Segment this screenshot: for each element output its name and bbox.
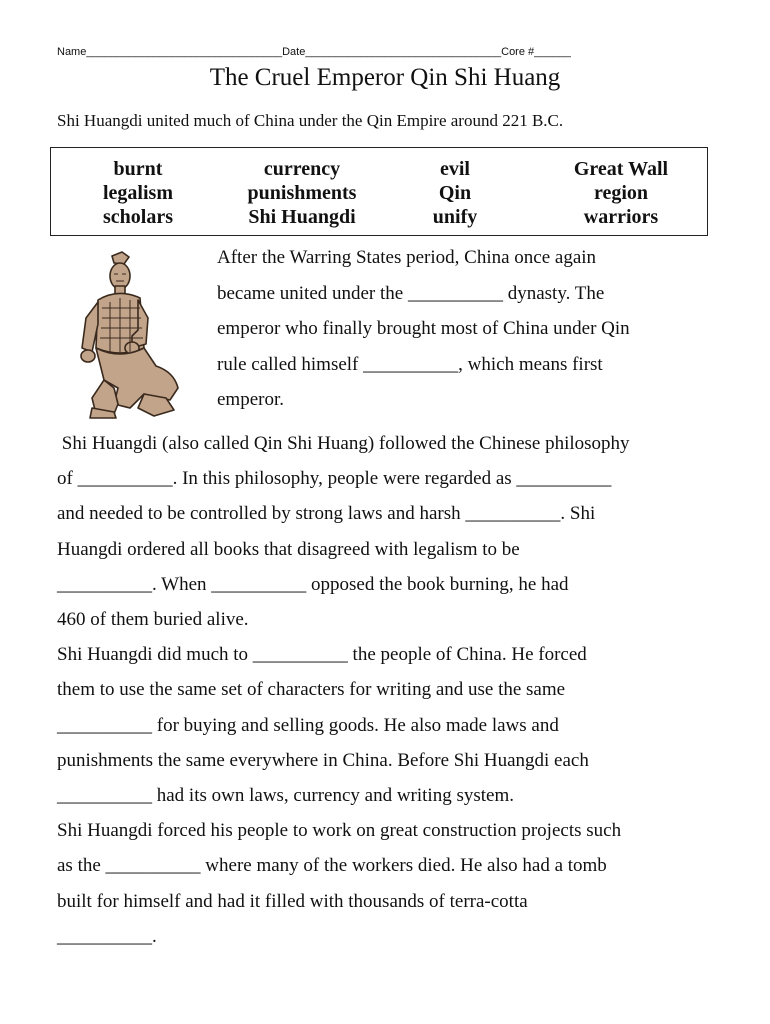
date-field[interactable]: ________________________________ <box>305 46 502 58</box>
text-line: built for himself and had it filled with thousands of terra-cotta <box>57 890 528 912</box>
text-line: of __________. In this philosophy, people were regarded as __________ <box>57 468 612 490</box>
text-line: 460 of them buried alive. <box>57 609 249 631</box>
text-line: emperor. <box>217 389 285 410</box>
word-bank-word: burnt <box>113 158 163 180</box>
word-bank-word: Great Wall <box>573 158 669 180</box>
text-line: rule called himself __________, which means first <box>217 353 603 375</box>
word-bank-word: punishments <box>247 182 357 204</box>
word-bank-word: Qin <box>438 182 472 204</box>
text-line: became united under the __________ dynasty. The <box>217 282 605 304</box>
word-bank-word: warriors <box>583 206 659 228</box>
word-bank-column-2 <box>229 157 375 229</box>
page-title: The Cruel Emperor Qin Shi Huang <box>209 64 561 91</box>
student-info-line <box>57 46 571 58</box>
text-line: After the Warring States period, China once again <box>217 247 597 268</box>
text-line: __________. When __________ opposed the book burning, he had <box>57 573 569 595</box>
word-bank-word: Shi Huangdi <box>248 206 356 228</box>
word-bank-column-1 <box>88 157 188 229</box>
word-bank <box>50 147 708 236</box>
paragraph-qin-dynasty <box>217 240 727 418</box>
text-line: as the __________ where many of the workers died. He also had a tomb <box>57 855 607 877</box>
date-label: Date <box>282 46 306 58</box>
text-line: and needed to be controlled by strong laws and harsh __________. Shi <box>57 503 596 525</box>
word-bank-word: scholars <box>103 206 173 228</box>
core-label: Core # <box>501 46 535 58</box>
core-field[interactable]: ______ <box>534 46 571 58</box>
intro-sentence: Shi Huangdi united much of China under the Qin Empire around 221 B.C. <box>57 111 564 130</box>
worksheet-body <box>57 426 737 954</box>
text-line: __________ for buying and selling goods. He also made laws and <box>57 714 559 736</box>
text-line: them to use the same set of characters for writing and use the same <box>57 679 566 701</box>
word-bank-word: currency <box>263 158 341 180</box>
name-label: Name <box>57 46 87 58</box>
text-line: __________ had its own laws, currency and writing system. <box>57 785 514 807</box>
word-bank-word: unify <box>432 206 478 228</box>
terra-cotta-warrior-icon <box>74 248 184 420</box>
text-line: Shi Huangdi did much to __________ the people of China. He forced <box>57 644 587 666</box>
text-line: punishments the same everywhere in China. Before Shi Huangdi each <box>57 749 589 771</box>
text-line: Shi Huangdi (also called Qin Shi Huang) followed the Chinese philosophy <box>57 433 630 454</box>
word-bank-column-3 <box>415 157 495 229</box>
text-line: emperor who finally brought most of China under Qin <box>217 318 630 339</box>
name-field[interactable]: ________________________________ <box>86 46 283 58</box>
word-bank-word: region <box>593 182 649 204</box>
text-line: __________. <box>57 925 157 947</box>
text-line: Huangdi ordered all books that disagreed with legalism to be <box>57 538 520 560</box>
word-bank-word: evil <box>440 158 470 180</box>
word-bank-column-4 <box>556 157 686 229</box>
text-line: Shi Huangdi forced his people to work on great construction projects such <box>57 820 622 842</box>
word-bank-word: legalism <box>103 182 173 204</box>
